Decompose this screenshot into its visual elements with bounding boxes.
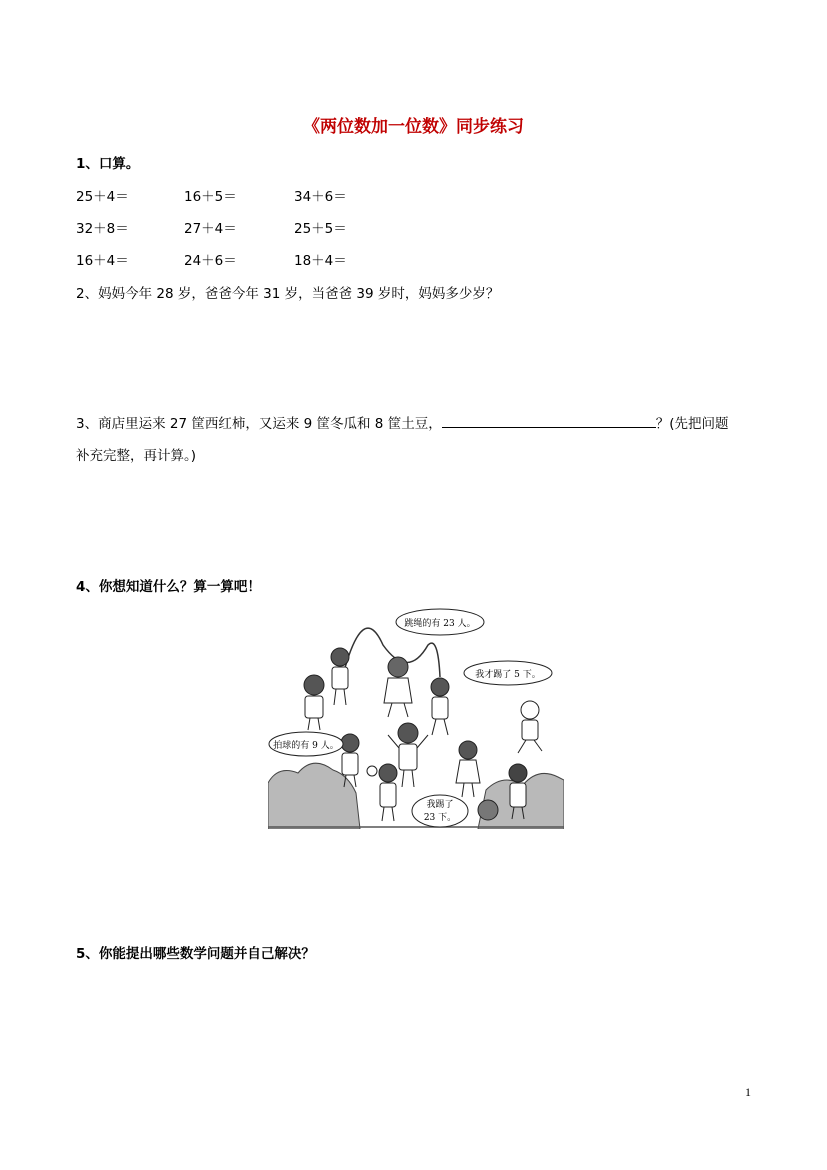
- expr-r1c2: 16＋5＝: [184, 189, 237, 205]
- bubble-jump-rope-text: 跳绳的有 23 人。: [404, 619, 476, 629]
- question-3-line1: [76, 412, 728, 432]
- expr-r1c3: 34＋6＝: [294, 189, 347, 205]
- question-4-label: 4、你想知道什么？算一算吧！: [76, 579, 261, 595]
- question-5-label: 5、你能提出哪些数学问题并自己解决？: [76, 946, 315, 962]
- expr-r2c2: 27＋4＝: [184, 221, 237, 237]
- page-number: 1: [745, 1085, 751, 1099]
- answer-blank[interactable]: [442, 414, 656, 428]
- children-playing-illustration: [268, 605, 564, 829]
- bubble-kick-23-line1: 我踢了: [426, 800, 454, 810]
- question-3-text: 3、商店里运来 27 筐西红柿，又运来 9 筐冬瓜和 8 筐土豆，: [76, 416, 442, 432]
- expr-r3c3: 18＋4＝: [294, 253, 347, 269]
- expr-r2c3: 25＋5＝: [294, 221, 347, 237]
- bubble-kick-5-text: 我才踢了 5 下。: [475, 670, 541, 680]
- expr-r3c2: 24＋6＝: [184, 253, 237, 269]
- expr-r1c1: 25＋4＝: [76, 189, 129, 205]
- question-3-hint: ？(先把问题: [655, 416, 729, 432]
- bubble-ball-9-text: 拍球的有 9 人。: [273, 741, 339, 751]
- page-title: 《两位数加一位数》同步练习: [303, 117, 524, 137]
- expr-r3c1: 16＋4＝: [76, 253, 129, 269]
- expr-r2c1: 32＋8＝: [76, 221, 129, 237]
- bubble-kick-23-line2: 23 下。: [423, 813, 457, 823]
- question-3-line2: 补充完整，再计算。): [76, 448, 197, 464]
- question-1-label: 1、口算。: [76, 156, 140, 172]
- question-2-label: 2、妈妈今年 28 岁，爸爸今年 31 岁，当爸爸 39 岁时，妈妈多少岁？: [76, 286, 500, 302]
